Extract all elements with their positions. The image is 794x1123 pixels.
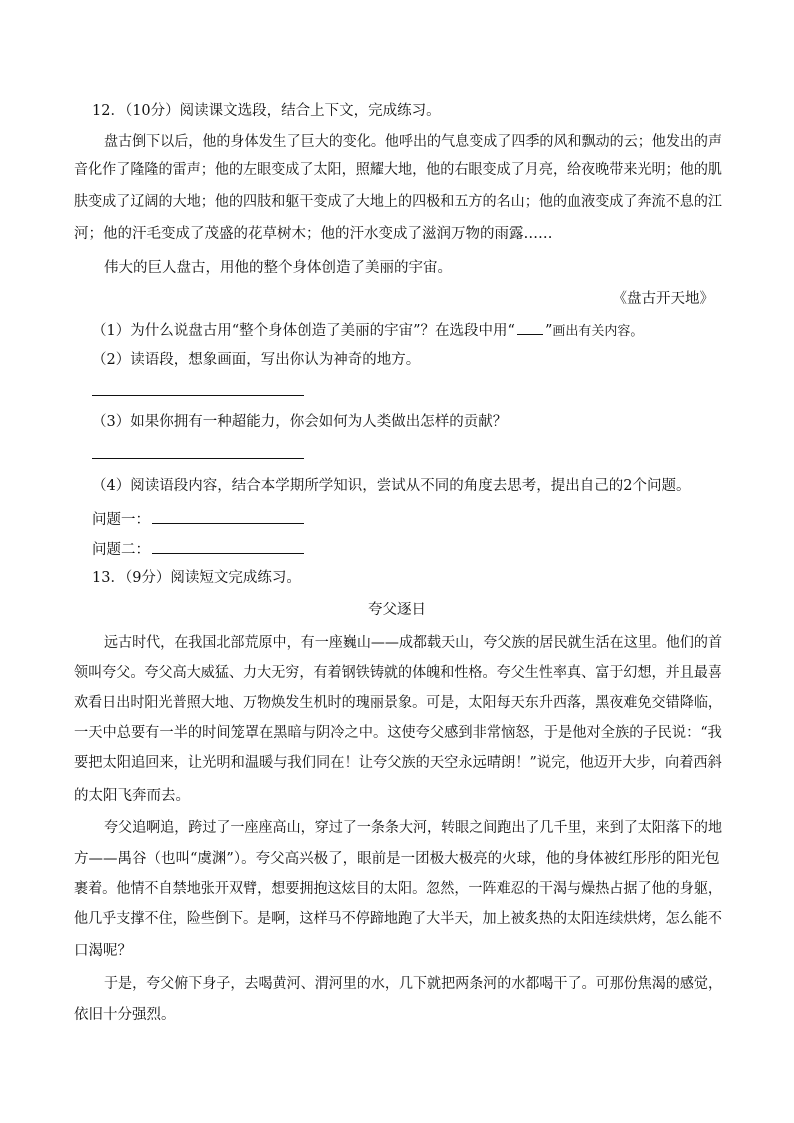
q12-question-two-label: 问题二： <box>92 542 150 558</box>
q13-passage-line-6: 的太阳飞奔而去。 <box>74 788 190 804</box>
q12-sub3-answer-line[interactable] <box>92 458 304 459</box>
q12-sub1-text-c: 画出有关内容。 <box>552 324 644 339</box>
q13-passage-line-2: 领叫夸父。夸父高大威猛、力大无穷，有着钢铁铸就的体魄和性格。夸父生性率真、富于幻想，并且最喜 <box>74 665 722 681</box>
q12-sub4: （4）阅读语段内容，结合本学期所学知识，尝试从不同的角度去思考，提出自己的2个问题。 <box>92 478 691 494</box>
q13-passage-line-5: 要把太阳追回来，让光明和温暖与我们同在！让夸父族的天空永远晴朗！”说完，他迈开大步，向着西斜 <box>74 755 722 771</box>
q13-passage-line-11: 口渴呢？ <box>74 943 132 959</box>
q13-passage-line-7: 夸父追啊追，跨过了一座座高山，穿过了一条条大河，转眼之间跑出了几千里，来到了太阳落下的地 <box>104 820 723 836</box>
q13-header: 13．（9分）阅读短文完成练习。 <box>92 570 301 586</box>
q12-question-one <box>92 508 304 530</box>
q13-passage-line-10: 他几乎支撑不住，险些倒下。是啊，这样马不停蹄地跑了大半天，加上被炙热的太阳连续烘烤，怎么能不 <box>74 911 722 927</box>
q12-passage-line-3: 肤变成了辽阔的大地；他的四肢和躯干变成了大地上的四极和五方的名山；他的血液变成了奔流不息的江 <box>74 194 722 210</box>
q13-passage-line-1: 远古时代，在我国北部荒原中，有一座巍山——成都载天山，夸父族的居民就生活在这里。他们的首 <box>104 635 723 651</box>
q12-question-two <box>92 538 304 560</box>
q12-passage-line-4: 河；他的汗毛变成了茂盛的花草树木；他的汗水变成了滋润万物的雨露…… <box>74 226 553 242</box>
q12-question-two-answer-line[interactable] <box>152 538 304 554</box>
q12-question-one-label: 问题一： <box>92 512 150 528</box>
q12-passage-line-2: 音化作了隆隆的雷声；他的左眼变成了太阳，照耀大地，他的右眼变成了月亮，给夜晚带来光明；他的肌 <box>74 162 722 178</box>
q12-sub1-blank <box>517 320 543 335</box>
q12-header: 12．（10分）阅读课文选段，结合上下文，完成练习。 <box>92 103 441 119</box>
q13-title: 夸父逐日 <box>368 602 426 618</box>
q13-passage-line-13: 依旧十分强烈。 <box>74 1007 176 1023</box>
q12-sub1-text-b: ” <box>544 323 553 339</box>
q12-passage-line-5: 伟大的巨人盘古，用他的整个身体创造了美丽的宇宙。 <box>104 260 452 276</box>
q13-passage-line-4: 一天中总要有一半的时间笼罩在黑暗与阴冷之中。这使夸父感到非常恼怒，于是他对全族的子民说：“我 <box>74 725 722 741</box>
q12-sub2: （2）读语段，想象画面，写出你认为神奇的地方。 <box>92 352 421 368</box>
q13-passage-line-12: 于是，夸父俯下身子，去喝黄河、渭河里的水，几下就把两条河的水都喝干了。可那份焦渴的感觉， <box>104 976 723 992</box>
q12-sub2-answer-line[interactable] <box>92 395 304 396</box>
q13-passage-line-3: 欢看日出时阳光普照大地、万物焕发生机时的瑰丽景象。可是，太阳每天东升西落，黑夜难免交错降临， <box>74 695 722 711</box>
q12-sub1 <box>92 320 643 342</box>
q12-question-one-answer-line[interactable] <box>152 508 304 524</box>
q12-sub3: （3）如果你拥有一种超能力，你会如何为人类做出怎样的贡献？ <box>92 414 508 430</box>
q13-passage-line-9: 裹着。他情不自禁地张开双臂，想要拥抱这炫目的太阳。忽然，一阵难忍的干渴与燥热占据了他的身躯， <box>74 881 722 897</box>
q13-passage-line-8: 方——禺谷（也叫“虞渊”）。夸父高兴极了，眼前是一团极大极亮的火球，他的身体被红彤彤的阳光包 <box>74 851 720 867</box>
q12-source: 《盘古开天地》 <box>612 291 714 307</box>
q12-sub1-text-a: （1）为什么说盘古用“整个身体创造了美丽的宇宙”？在选段中用“ <box>92 323 515 339</box>
q12-passage-line-1: 盘古倒下以后，他的身体发生了巨大的变化。他呼出的气息变成了四季的风和飘动的云；他发出的声 <box>104 134 723 150</box>
